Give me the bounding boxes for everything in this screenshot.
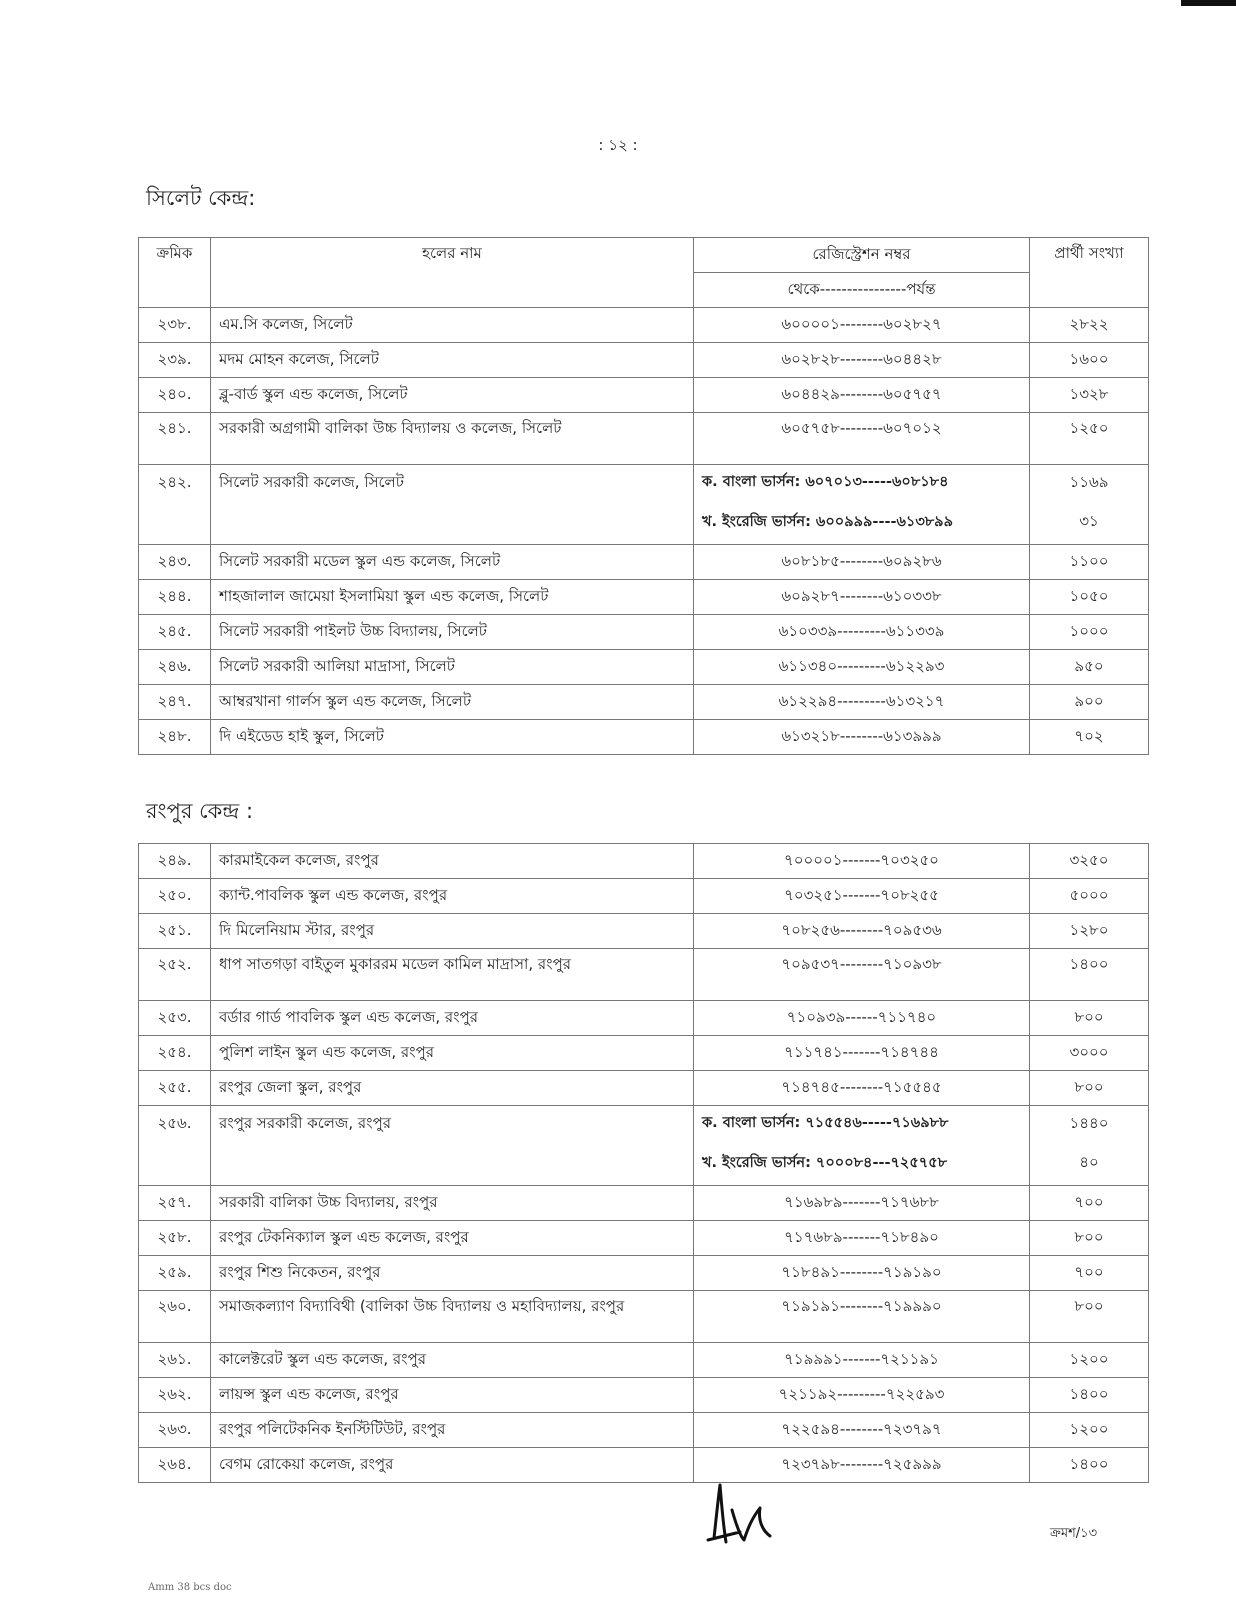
serial-cell: ২৫৭. [139, 1186, 211, 1221]
reg-range-cell: ৭১৬৯৮৯-------৭১৭৬৮৮ [694, 1186, 1030, 1221]
serial-cell: ২৪৩. [139, 545, 211, 580]
hall-name-cell: দি এইডেড হাই স্কুল, সিলেট [211, 720, 694, 755]
hall-name-cell: শাহজালাল জামেয়া ইসলামিয়া স্কুল এন্ড কলেজ, সিলেট [211, 580, 694, 615]
reg-range-cell: ৬১২২৯৪---------৬১৩২১৭ [694, 685, 1030, 720]
hall-name-cell: পুলিশ লাইন স্কুল এন্ড কলেজ, রংপুর [211, 1036, 694, 1071]
table-row [139, 1001, 1149, 1036]
table-row [139, 1448, 1149, 1483]
reg-range-cell: ৭১৪৭৪৫--------৭১৫৫৪৫ [694, 1071, 1030, 1106]
rangpur-table [138, 843, 1149, 1483]
serial-cell: ২৫১. [139, 914, 211, 949]
table-row [139, 1291, 1149, 1343]
reg-range-cell: ৭১০৯৩৯------৭১১৭৪০ [694, 1001, 1030, 1036]
count-cell: ৮০০ [1030, 1221, 1149, 1256]
count-cell: ১২৮০ [1030, 914, 1149, 949]
reg-range-cell: ৭১১৭৪১-------৭১৪৭৪৪ [694, 1036, 1030, 1071]
count-cell: ২৮২২ [1030, 308, 1149, 343]
signature [700, 1480, 780, 1550]
reg-range-cell: ৭১৯১৯১--------৭১৯৯৯০ [694, 1291, 1030, 1343]
serial-cell: ২৩৮. [139, 308, 211, 343]
reg-range-cell: ৭২৩৭৯৮--------৭২৫৯৯৯ [694, 1448, 1030, 1483]
serial-cell: ২৬৩. [139, 1413, 211, 1448]
sylhet-table [138, 237, 1149, 755]
table-row [139, 844, 1149, 879]
hall-name-cell: ব্লু-বার্ড স্কুল এন্ড কলেজ, সিলেট [211, 378, 694, 413]
table-row [139, 1343, 1149, 1378]
hall-name-cell: দি মিলেনিয়াম স্টার, রংপুর [211, 914, 694, 949]
reg-range-cell: ৭২২৫৯৪--------৭২৩৭৯৭ [694, 1413, 1030, 1448]
scan-edge-mark [1181, 0, 1236, 6]
hall-name-cell: ক্যান্ট.পাবলিক স্কুল এন্ড কলেজ, রংপুর [211, 879, 694, 914]
hall-name-cell: এম.সি কলেজ, সিলেট [211, 308, 694, 343]
count-cell: ৮০০ [1030, 1291, 1149, 1343]
reg-range-cell: ৭১৯৯৯১-------৭২১১৯১ [694, 1343, 1030, 1378]
table-row [139, 1413, 1149, 1448]
count-cell: ১৪০০ [1030, 949, 1149, 1001]
hall-name-cell: বেগম রোকেয়া কলেজ, রংপুর [211, 1448, 694, 1483]
hall-name-cell: আম্বরখানা গার্লস স্কুল এন্ড কলেজ, সিলেট [211, 685, 694, 720]
table-row [139, 720, 1149, 755]
hall-name-cell: রংপুর পলিটেকনিক ইনস্টিটিউট, রংপুর [211, 1413, 694, 1448]
reg-range-cell [694, 1106, 1030, 1186]
serial-cell: ২৪০. [139, 378, 211, 413]
serial-cell: ২৩৯. [139, 343, 211, 378]
count-cell: ৮০০ [1030, 1071, 1149, 1106]
reg-range-cell: ৬০০০০১--------৬০২৮২৭ [694, 308, 1030, 343]
table-row [139, 914, 1149, 949]
english-version-count: ৩১ [1079, 512, 1099, 530]
bangla-version-count: ১১৬৯ [1069, 473, 1109, 491]
table-row [139, 465, 1149, 545]
table-row [139, 413, 1149, 465]
count-cell: ১৩২৮ [1030, 378, 1149, 413]
reg-range-cell: ৬০৮১৮৫--------৬০৯২৮৬ [694, 545, 1030, 580]
header-count: প্রার্থী সংখ্যা [1030, 238, 1149, 308]
hall-name-cell: ধাপ সাতগড়া বাইতুল মুকাররম মডেল কামিল মাদ্রাসা, রংপুর [211, 949, 694, 1001]
reg-range-cell: ৬০৯২৮৭--------৬১০৩৩৮ [694, 580, 1030, 615]
header-serial: ক্রমিক [139, 238, 211, 308]
english-version-count: ৪০ [1079, 1153, 1099, 1171]
bangla-version-count: ১৪৪০ [1069, 1114, 1109, 1132]
page-number: : ১২ : [598, 136, 638, 154]
reg-range-cell: ৬০২৮২৮--------৬০৪৪২৮ [694, 343, 1030, 378]
rangpur-heading: রংপুর কেন্দ্র : [146, 799, 254, 823]
serial-cell: ২৫০. [139, 879, 211, 914]
table-header-row [139, 238, 1149, 273]
serial-cell: ২৫৬. [139, 1106, 211, 1186]
count-cell: ১২৫০ [1030, 413, 1149, 465]
count-cell: ১১০০ [1030, 545, 1149, 580]
hall-name-cell: রংপুর জেলা স্কুল, রংপুর [211, 1071, 694, 1106]
table-row [139, 378, 1149, 413]
table-row [139, 343, 1149, 378]
count-cell: ১৪০০ [1030, 1378, 1149, 1413]
rangpur-rows [139, 844, 1149, 1483]
serial-cell: ২৬০. [139, 1291, 211, 1343]
reg-range-cell: ৭০৯৫৩৭--------৭১০৯৩৮ [694, 949, 1030, 1001]
count-cell: ৩০০০ [1030, 1036, 1149, 1071]
hall-name-cell: সিলেট সরকারী আলিয়া মাদ্রাসা, সিলেট [211, 650, 694, 685]
serial-cell: ২৬৪. [139, 1448, 211, 1483]
count-cell [1030, 1106, 1149, 1186]
hall-name-cell: সমাজকল্যাণ বিদ্যাবিথী (বালিকা উচ্চ বিদ্যালয় ও মহাবিদ্যালয়, রংপুর [211, 1291, 694, 1343]
table-row [139, 1256, 1149, 1291]
hall-name-cell: কালেক্টরেট স্কুল এন্ড কলেজ, রংপুর [211, 1343, 694, 1378]
serial-cell: ২৫৯. [139, 1256, 211, 1291]
table-row [139, 1071, 1149, 1106]
table-row [139, 1221, 1149, 1256]
reg-range-cell: ৭০৩২৫১-------৭০৮২৫৫ [694, 879, 1030, 914]
serial-cell: ২৪১. [139, 413, 211, 465]
count-cell: ৩২৫০ [1030, 844, 1149, 879]
sylhet-heading: সিলেট কেন্দ্র: [146, 186, 256, 210]
reg-range-cell: ৭০৮২৫৬--------৭০৯৫৩৬ [694, 914, 1030, 949]
header-hall: হলের নাম [211, 238, 694, 308]
header-reg: রেজিস্ট্রেশন নম্বর [694, 238, 1030, 273]
reg-range-cell: ৬১৩২১৮--------৬১৩৯৯৯ [694, 720, 1030, 755]
reg-range-cell: ৬১০৩৩৯---------৬১১৩৩৯ [694, 615, 1030, 650]
table-row [139, 1106, 1149, 1186]
english-version-range: খ. ইংরেজি ভার্সন: ৭০০০৮৪---৭২৫৭৫৮ [702, 1155, 948, 1171]
count-cell: ৭০০ [1030, 1256, 1149, 1291]
count-cell: ৫০০০ [1030, 879, 1149, 914]
table-row [139, 879, 1149, 914]
hall-name-cell: লায়ন্স স্কুল এন্ড কলেজ, রংপুর [211, 1378, 694, 1413]
table-row [139, 1186, 1149, 1221]
hall-name-cell: কারমাইকেল কলেজ, রংপুর [211, 844, 694, 879]
english-version-range: খ. ইংরেজি ভার্সন: ৬০০৯৯৯----৬১৩৮৯৯ [702, 514, 953, 530]
reg-range-cell: ৬১১৩৪০---------৬১২২৯৩ [694, 650, 1030, 685]
count-cell: ৭০০ [1030, 1186, 1149, 1221]
reg-range-cell: ৭০০০০১-------৭০৩২৫০ [694, 844, 1030, 879]
hall-name-cell: বর্ডার গার্ড পাবলিক স্কুল এন্ড কলেজ, রংপুর [211, 1001, 694, 1036]
count-cell: ৭০২ [1030, 720, 1149, 755]
count-cell [1030, 465, 1149, 545]
file-name: Amm 38 bcs doc [148, 1582, 232, 1593]
serial-cell: ২৪৯. [139, 844, 211, 879]
table-row [139, 580, 1149, 615]
count-cell: ১০০০ [1030, 615, 1149, 650]
count-cell: ১২০০ [1030, 1413, 1149, 1448]
reg-range-cell: ৭১৭৬৮৯-------৭১৮৪৯০ [694, 1221, 1030, 1256]
table-row [139, 308, 1149, 343]
hall-name-cell: রংপুর সরকারী কলেজ, রংপুর [211, 1106, 694, 1186]
serial-cell: ২৫২. [139, 949, 211, 1001]
table-row [139, 949, 1149, 1001]
hall-name-cell: রংপুর টেকনিক্যাল স্কুল এন্ড কলেজ, রংপুর [211, 1221, 694, 1256]
count-cell: ১৪০০ [1030, 1448, 1149, 1483]
hall-name-cell: সরকারী অগ্রগামী বালিকা উচ্চ বিদ্যালয় ও কলেজ, সিলেট [211, 413, 694, 465]
serial-cell: ২৪৪. [139, 580, 211, 615]
table-row [139, 545, 1149, 580]
serial-cell: ২৪২. [139, 465, 211, 545]
count-cell: ৮০০ [1030, 1001, 1149, 1036]
bangla-version-range: ক. বাংলা ভার্সন: ৬০৭০১৩-----৬০৮১৮৪ [702, 474, 949, 490]
hall-name-cell: মদম মোহন কলেজ, সিলেট [211, 343, 694, 378]
count-cell: ৯০০ [1030, 685, 1149, 720]
serial-cell: ২৫৪. [139, 1036, 211, 1071]
hall-name-cell: সিলেট সরকারী কলেজ, সিলেট [211, 465, 694, 545]
reg-range-cell: ৬০৫৭৫৮--------৬০৭০১২ [694, 413, 1030, 465]
hall-name-cell: সরকারী বালিকা উচ্চ বিদ্যালয়, রংপুর [211, 1186, 694, 1221]
continued-note: ক্রমশ/১৩ [1050, 1526, 1098, 1541]
serial-cell: ২৫৩. [139, 1001, 211, 1036]
serial-cell: ২৪৬. [139, 650, 211, 685]
serial-cell: ২৫৮. [139, 1221, 211, 1256]
serial-cell: ২৪৮. [139, 720, 211, 755]
table-row [139, 1036, 1149, 1071]
serial-cell: ২৪৭. [139, 685, 211, 720]
table-row [139, 615, 1149, 650]
serial-cell: ২৪৫. [139, 615, 211, 650]
hall-name-cell: সিলেট সরকারী মডেল স্কুল এন্ড কলেজ, সিলেট [211, 545, 694, 580]
count-cell: ৯৫০ [1030, 650, 1149, 685]
count-cell: ১২০০ [1030, 1343, 1149, 1378]
reg-range-cell [694, 465, 1030, 545]
reg-range-cell: ৭২১১৯২---------৭২২৫৯৩ [694, 1378, 1030, 1413]
count-cell: ১০৫০ [1030, 580, 1149, 615]
sylhet-rows [139, 308, 1149, 755]
header-reg-range: থেকে----------------পর্যন্ত [694, 273, 1030, 308]
serial-cell: ২৫৫. [139, 1071, 211, 1106]
reg-range-cell: ৭১৮৪৯১--------৭১৯১৯০ [694, 1256, 1030, 1291]
serial-cell: ২৬২. [139, 1378, 211, 1413]
hall-name-cell: রংপুর শিশু নিকেতন, রংপুর [211, 1256, 694, 1291]
table-row [139, 685, 1149, 720]
hall-name-cell: সিলেট সরকারী পাইলট উচ্চ বিদ্যালয়, সিলেট [211, 615, 694, 650]
count-cell: ১৬০০ [1030, 343, 1149, 378]
table-row [139, 650, 1149, 685]
table-row [139, 1378, 1149, 1413]
reg-range-cell: ৬০৪৪২৯--------৬০৫৭৫৭ [694, 378, 1030, 413]
serial-cell: ২৬১. [139, 1343, 211, 1378]
bangla-version-range: ক. বাংলা ভার্সন: ৭১৫৫৪৬-----৭১৬৯৮৮ [702, 1115, 949, 1131]
